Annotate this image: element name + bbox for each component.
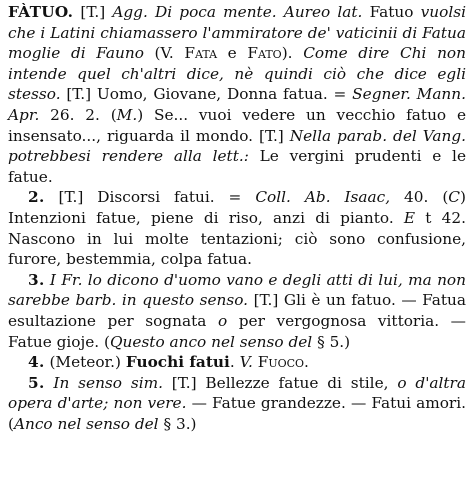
- sense-3: 3. I Fr. lo dicono d'uomo vano e degli atti di lui, ma non sarebbe barb. in questo senso. [T.] Gli è un fatuo. — Fatua esultazione per sognata o per vergognosa vittoria. — Fatue gioje. (Questo anco nel senso del § 5.): [8, 270, 466, 351]
- cross-reference: Fato: [247, 44, 282, 63]
- sense-4: 4. (Meteor.) Fuochi fatui. V. Fuoco.: [28, 353, 309, 372]
- sense-number: 5.: [28, 373, 45, 392]
- citation: Segner. Mann. Apr.: [8, 85, 467, 124]
- sense-number: 4.: [28, 353, 45, 372]
- bold-term: Fuochi fatui: [125, 353, 230, 372]
- sense-1: FÀTUO. [T.] Agg. Di poca mente. Aureo lat. Fatuo vuolsi che i Latini chiamassero l'ammiratore de' vaticinii di Fatua moglie di Fauno (V. Fata e Fato). Come dire Chi non intende quel ch'altri dice, nè quindi ciò che dice egli stesso. [T.] Uomo, Giovane, Donna fatua. = Segner. Mann. Apr. 26. 2. (M.) Se... vuoi vedere un vecchio fatuo e insensato..., riguarda il mondo. [T.] Nella parab. del Vang. potrebbesi rendere alla lett.: Le vergini prudenti e le fatue.: [8, 3, 467, 186]
- cross-reference: Fuoco: [257, 353, 305, 372]
- sense-number: 3.: [28, 270, 45, 289]
- dictionary-entry-fatuo: [8, 2, 466, 434]
- sense-5: 5. In senso sim. [T.] Bellezze fatue di stile, o d'altra opera d'arte; non vere. — Fatue grandezze. — Fatui amori. (Anco nel senso del § 3.): [8, 373, 466, 433]
- sense-number: 2.: [28, 188, 45, 207]
- cross-reference: Fata: [184, 44, 218, 63]
- headword: FÀTUO.: [8, 3, 74, 21]
- sense-2: 2. [T.] Discorsi fatui. = Coll. Ab. Isaac, 40. (C) Intenzioni fatue, piene di riso, anzi di pianto. E t 42. Nascono in lui molte tentazioni; ciò sono confusione, furore, bestemmia, colpa fatua.: [8, 188, 466, 269]
- citation: Coll. Ab. Isaac,: [255, 188, 391, 207]
